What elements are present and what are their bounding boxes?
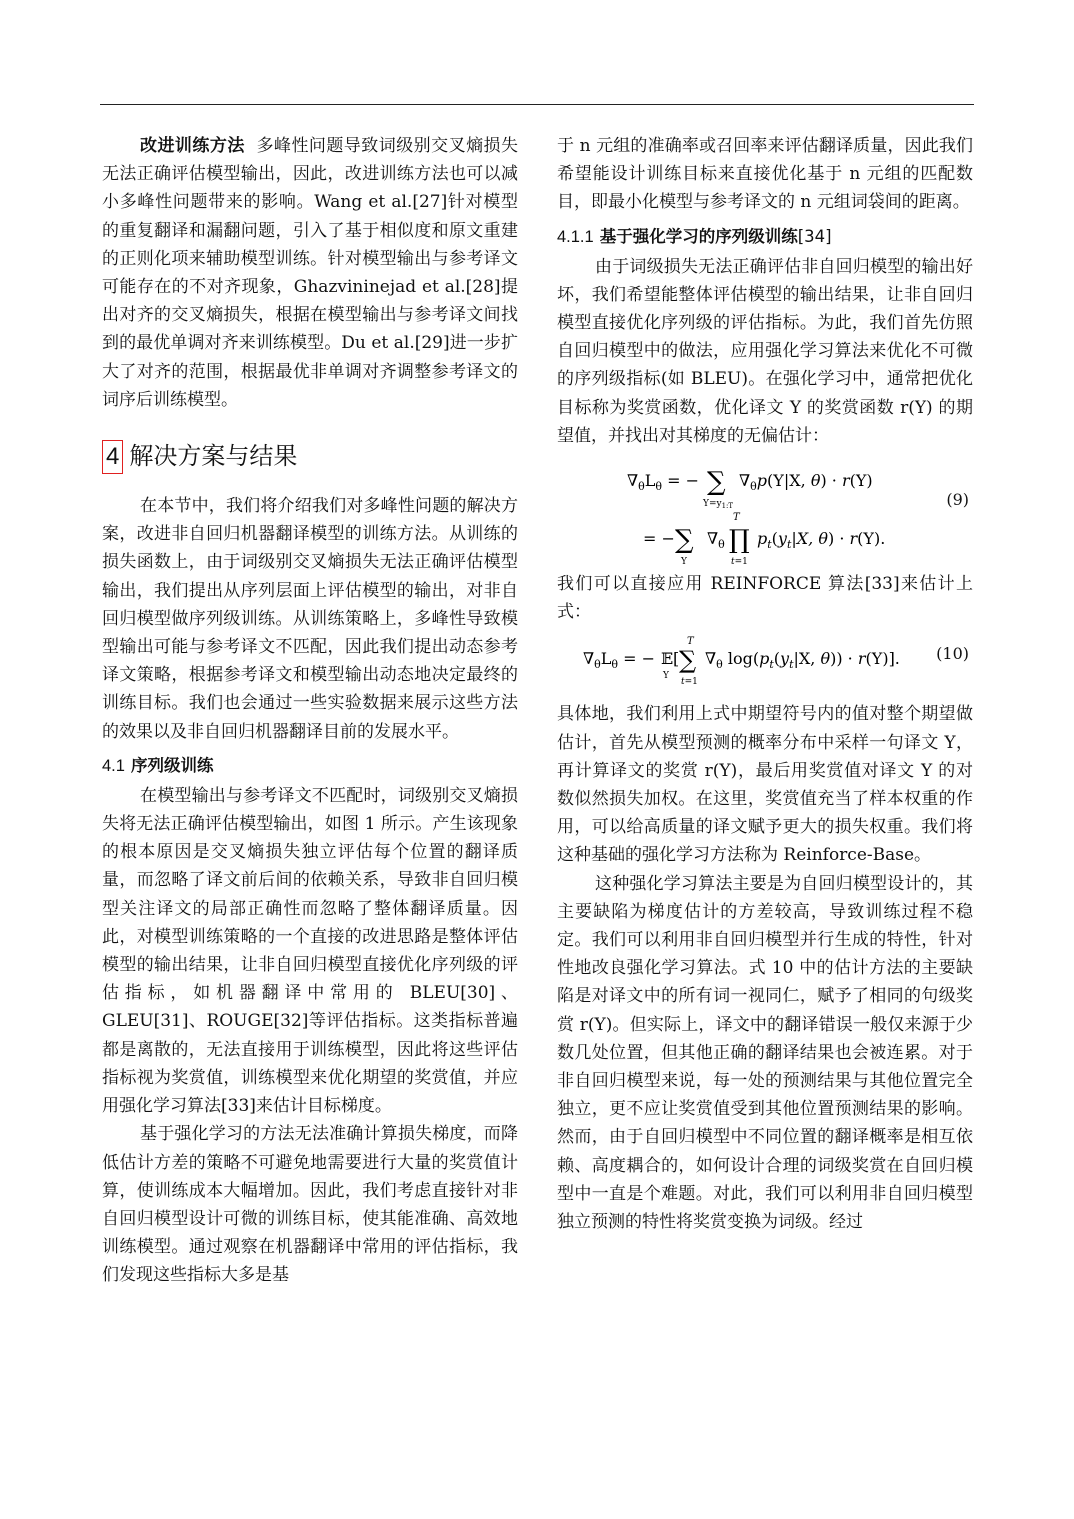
svg-text:∑: ∑ [707,467,726,498]
paragraph-section-intro: 在本节中，我们将介绍我们对多峰性问题的解决方案，改进非自回归机器翻译模型的训练方法。从训练的损失函数上，由于词级别交叉熵损失无法正确评估模型输出，我们提出从序列层面上评估模型的输出，对非自回归模型做序列级训练。从训练策略上，多峰性导致模型输出可能与参考译文不匹配，因此我们提出动态参考译文策略，根据参考译文和模型输出动态地决定最终的训练目标。我们也会通过一些实验数据来展示这些方法的效果以及非自回归机器翻译目前的发展水平。 [102,496,518,742]
svg-text:t=1: t=1 [681,677,698,688]
section-number-link[interactable]: 4 [102,440,123,474]
section-title: 解决方案与结果 [129,442,298,471]
svg-text:∑: ∑ [679,646,697,675]
svg-text:t=1: t=1 [731,557,748,565]
svg-text:∇θ log(pt(yt|X, θ)) · r(Y)].: $\nabla_\theta$ $\log(p_t(y_t|X$, θ)) · r(Y)]. [705,649,900,672]
paragraph-sequence-training: 在模型输出与参考译文不匹配时，词级别交叉熵损失将无法正确评估模型输出，如图 1 所示。产生该现象的根本原因是交叉熵损失独立评估每个位置的翻译质量，而忽略了译文前后间的依赖关系，导致非自回归模型关注译文的局部正确性而忽略了整体翻译质量。因此，对模型训练策略的一个直接的改进思路是整体评估模型的输出结果，让非自回归模型直接优化序列级的评估指标，如机器翻译中常用的 BLEU[30]、GLEU[31]、ROUGE[32]等评估指标。这类指标普遍都是离散的，无法直接用于训练模型，因此将这些评估指标视为奖赏值，训练模型来优化期望的奖赏值，并应用强化学习算法[33]来估计目标梯度。 [102,785,518,1117]
equation-10 [557,632,973,694]
svg-text:∇θLθ = −: $\nabla_\theta L_\theta$ = − [583,649,656,672]
subsubsection-number: 4.1.1 [557,227,594,246]
svg-text:Y: Y [681,557,687,565]
svg-text:T: T [687,636,694,648]
equation-9-formula [557,456,937,564]
subsubsection-heading [557,223,973,251]
equation-9 [557,456,973,564]
paragraph-rl-intro: 由于词级损失无法正确评估非自回归模型的输出好坏，我们希望能整体评估模型的输出结果，让非自回归模型直接优化序列级的评估指标。为此，我们首先仿照自回归模型中的做法，应用强化学习算法来优化不可微的序列级指标(如 BLEU)。在强化学习中，通常把优化目标称为奖赏函数，优化译文 Y 的奖赏函数 r(Y) 的期望值，并找出对其梯度的无偏估计： [557,256,973,446]
paragraph-differentiable-objective: 基于强化学习的方法无法准确计算损失梯度，而降低估计方差的策略不可避免地需要进行大量的奖赏值计算，使训练成本大幅增加。因此，我们考虑直接针对非自回归模型设计可微的训练目标，使其能准确、高效地训练模型。通过观察在机器翻译中常用的评估指标，我们发现这些指标大多是基 [102,1124,518,1286]
svg-text:pt(yt|X, θ) · r(Y).: $p_t(y_t|X$, θ) · r(Y). [757,529,886,552]
subsubsection-title: 基于强化学习的序列级训练 [599,226,798,246]
svg-text:𝔼: 𝔼 [661,649,674,669]
svg-text:T: T [733,512,740,524]
subsection-heading [102,752,518,780]
equation-10-number: (10) [936,644,969,664]
svg-text:∏: ∏ [729,525,750,556]
paragraph-text: 多峰性问题导致词级别交叉熵损失无法正确评估模型输出，因此，改进训练方法也可以减小多峰性问题带来的影响。Wang et al.[27]针对模型的重复翻译和漏翻问题，引入了基于相似度和原文重建的正则化项来辅助模型训练。针对模型输出与参考译文可能存在的不对齐现象，Ghazvininejad et al.[28]提出对齐的交叉熵损失，根据在模型输出与参考译文间找到的最优单调对齐来训练模型。Du et al.[29]进一步扩大了对齐的范围，根据最优非单调对齐调整参考译文的词序后训练模型。 [102,136,518,410]
section-heading [102,440,518,474]
paragraph-reinforce: 我们可以直接应用 REINFORCE 算法[33]来估计上式： [557,574,973,623]
svg-text:Y=y1:T: $Y=y_{1:T}$ [703,499,734,511]
svg-text:= −: = − [643,529,675,549]
svg-text:∇θLθ = −: $\nabla_\theta L_\theta$ = − [627,471,700,494]
paragraph-reinforce-base: 具体地，我们利用上式中期望符号内的值对整个期望做估计，首先从模型预测的概率分布中采样一句译文 Y，再计算译文的奖赏 r(Y)，最后用奖赏值对译文 Y 的对数似然损失加权。在这里，奖赏值充当了样本权重的作用，可以给高质量的译文赋予更大的损失权重。我们将这种基础的强化学习方法称为 Reinforce-Base。 [557,704,973,866]
svg-text:Y: Y [663,671,669,682]
left-column [102,132,518,1290]
svg-text:∑: ∑ [675,525,694,556]
paragraph-improved-training [102,132,518,414]
paragraph-lead: 改进训练方法 [140,136,245,156]
header-rule [100,104,974,105]
equation-10-formula [557,632,917,694]
paragraph-rl-defects: 这种强化学习算法主要是为自回归模型设计的，其主要缺陷为梯度估计的方差较高，导致训练过程不稳定。我们可以利用非自回归模型并行生成的特性，针对性地改良强化学习算法。式 10 中的估计方法的主要缺陷是对译文中的所有词一视同仁，赋予了相同的句级奖赏 r(Y)。但实际上，译文中的翻译错误一般仅来源于少数几处位置，但其他正确的翻译结果也会被连累。对于非自回归模型来说，每一处的预测结果与其他位置完全独立，更不应让奖赏值受到其他位置预测结果的影响。然而，由于自回归模型中不同位置的翻译概率是相互依赖、高度耦合的，如何设计合理的词级奖赏在自回归模型中一直是个难题。对此，我们可以利用非自回归模型独立预测的特性将奖赏变换为词级。经过 [557,873,973,1233]
svg-text:[: [ [673,649,680,669]
svg-text:∇θp(Y|X, θ) · r(Y): $\nabla_\theta p(Y|X$, θ) · r(Y) [739,471,873,494]
equation-9-number: (9) [946,490,969,510]
subsection-title: 序列级训练 [130,755,214,775]
paragraph-ngram: 于 n 元组的准确率或召回率来评估翻译质量，因此我们希望能设计训练目标来直接优化基于 n 元组的匹配数目，即最小化模型与参考译文的 n 元组词袋间的距离。 [557,136,973,213]
svg-text:∇θ: $\nabla_\theta$ [707,529,725,552]
subsection-number: 4.1 [102,756,125,775]
right-column [557,132,973,1236]
subsubsection-citation: [34] [797,226,832,246]
